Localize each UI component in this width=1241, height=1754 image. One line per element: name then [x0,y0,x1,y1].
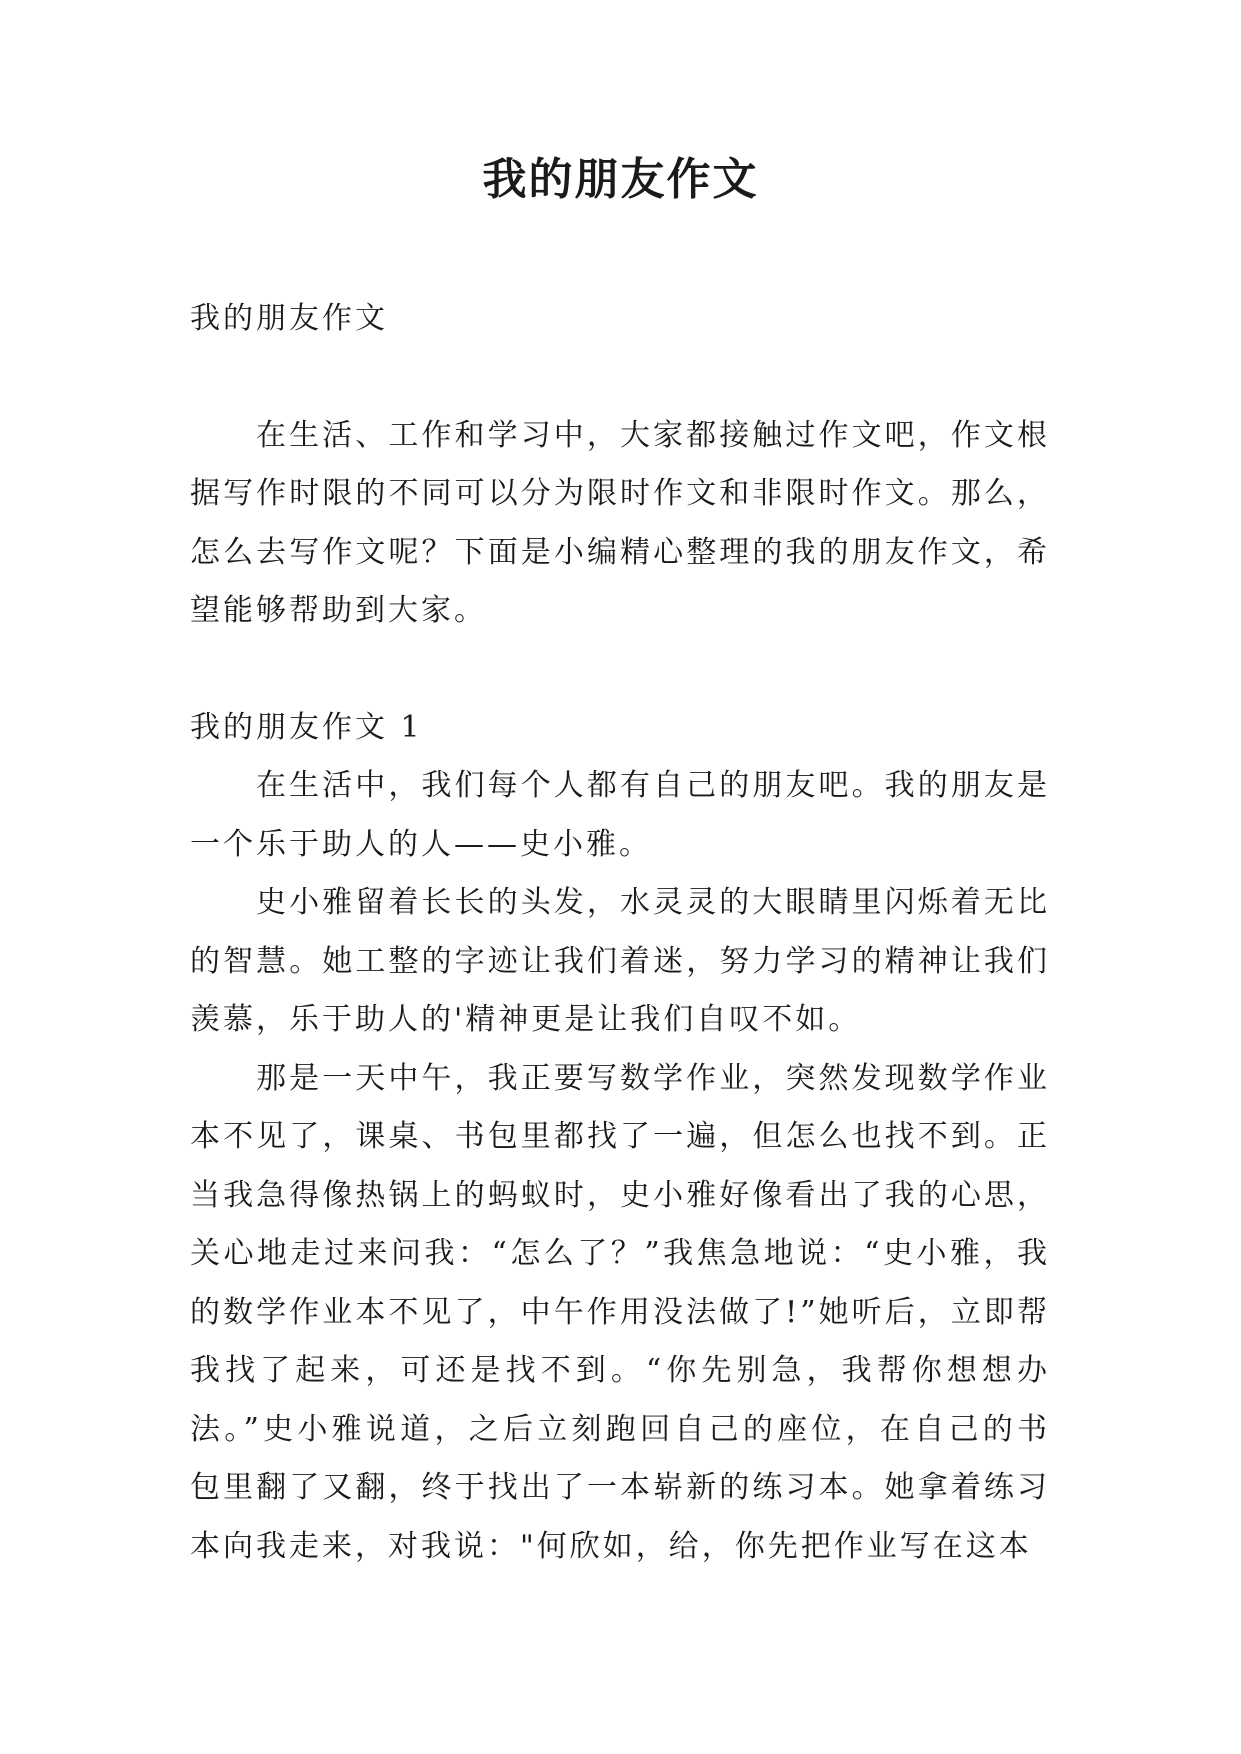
body-paragraph-2: 史小雅留着长长的头发，水灵灵的大眼睛里闪烁着无比的智慧。她工整的字迹让我们着迷，努力学习的精神让我们羡慕，乐于助人的'精神更是让我们自叹不如。 [190,885,1050,1037]
section-heading: 我的朋友作文 1 [190,709,423,745]
subtitle: 我的朋友作文 [190,301,388,336]
spacer [190,349,1050,407]
body-paragraph-1: 在生活中，我们每个人都有自己的朋友吧。我的朋友是一个乐于助人的人——史小雅。 [190,768,1050,862]
document-body [190,290,1050,1576]
intro-paragraph: 在生活、工作和学习中，大家都接触过作文吧，作文根据写作时限的不同可以分为限时作文和非限时作文。那么，怎么去写作文呢？下面是小编精心整理的我的朋友作文，希望能够帮助到大家。 [190,417,1050,628]
body-paragraph-3: 那是一天中午，我正要写数学作业，突然发现数学作业本不见了，课桌、书包里都找了一遍，但怎么也找不到。正当我急得像热锅上的蚂蚁时，史小雅好像看出了我的心思，关心地走过来问我：“怎么了？”我焦急地说：“史小雅，我的数学作业本不见了，中午作用没法做了!”她听后，立即帮我找了起来，可还是找不到。“你先别急，我帮你想想办法。”史小雅说道，之后立刻跑回自己的座位，在自己的书包里翻了又翻，终于找出了一本崭新的练习本。她拿着练习本向我走来，对我说："何欣如，给，你先把作业写在这本 [190,1060,1050,1564]
document-title: 我的朋友作文 [482,154,759,205]
spacer [190,641,1050,699]
